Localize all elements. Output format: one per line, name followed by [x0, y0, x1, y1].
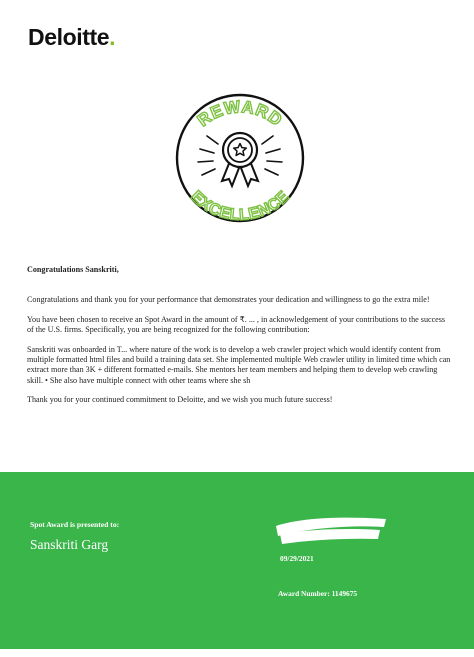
redaction-scribble-icon — [270, 512, 390, 550]
paragraph-award-amount: You have been chosen to receive an Spot Award in the amount of ₹. ... , in acknowledgement of your contributions to the success of the U.S. firms. Specifically, you are being recognized for the following contribution: — [27, 314, 446, 335]
badge-top-text: REWARD — [193, 97, 287, 131]
paragraph-thanks: Congratulations and thank you for your performance that demonstrates your dedication and willingness to go the extra mile! — [27, 295, 430, 305]
letter-body — [27, 265, 452, 415]
award-date: 09/29/2021 — [280, 554, 314, 563]
paragraph-closing: Thank you for your continued commitment to Deloitte, and we wish you much future success! — [27, 395, 333, 405]
award-number: Award Number: 1149675 — [278, 589, 358, 598]
greeting: Congratulations Sanskriti, — [27, 265, 119, 274]
recipient-name: Sanskriti Garg — [30, 537, 109, 552]
paragraph-contribution: Sanskriti was onboarded in T... where nature of the work is to develop a web crawler project which would identify content from multiple formatted html files and build a training data set. She implemented multiple Web crawler utility in limited time which can extract more than 3K + different formatted e-mails. She mentors her team members and helping them to develop web crawling skill. • She also have multiple connect with other teams where she sh — [27, 344, 451, 385]
logo-text: Deloitte — [28, 24, 110, 50]
presented-label: Spot Award is presented to: — [30, 520, 120, 529]
reward-excellence-badge — [160, 78, 320, 242]
deloitte-logo — [28, 24, 115, 51]
logo-dot: . — [109, 24, 116, 50]
award-footer — [0, 472, 474, 649]
award-ribbon-star-icon — [222, 133, 258, 186]
badge-bottom-text: EXCELLENCE — [187, 188, 293, 225]
